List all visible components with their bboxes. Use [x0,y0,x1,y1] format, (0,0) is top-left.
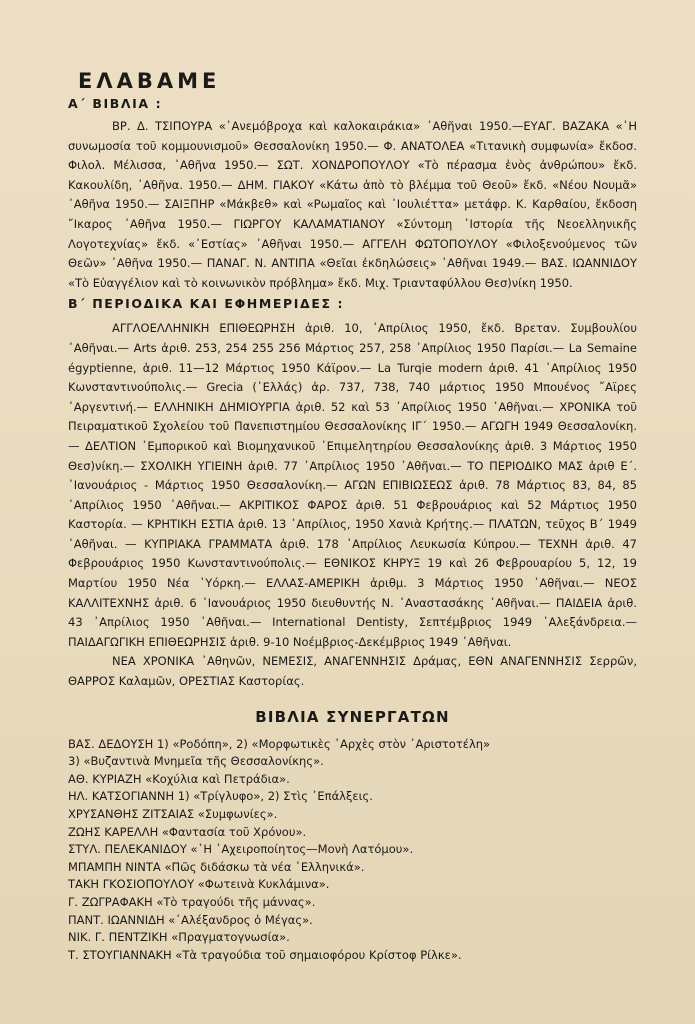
list-item: ΠΑΝΤ. ΙΩΑΝΝΙΔΗ «᾿Αλέξανδρος ὁ Μέγας». [68,912,313,927]
list-item: ΑΘ. ΚΥΡΙΑΖΗ «Κοχύλια καὶ Πετράδια». [68,771,290,786]
list-item: ΗΛ. ΚΑΤΣΟΓΙΑΝΝΗ 1) «Τρίγλυφο», 2) Στὶς ᾿Επάλξεις. [68,789,373,804]
list-item: ΤΑΚΗ ΓΚΟΣΙΟΠΟΥΛΟΥ «Φωτεινὰ Κυκλάμινα». [68,877,330,892]
section-heading-periodicals: Β΄ ΠΕΡΙΟΔΙΚΑ ΚΑΙ ΕΦΗΜΕΡΙΔΕΣ : [68,296,345,312]
periodicals-paragraph-2 [68,652,637,691]
list-item: ΒΑΣ. ΔΕΔΟΥΣΗ 1) «Ροδόπη», 2) «Μορφωτικὲς ᾿Αρχὲς στὸν ᾿Αριστοτέλη» [68,736,491,751]
page-title: ΕΛΑΒΑΜΕ [78,69,221,93]
list-item: ΣΤΥΛ. ΠΕΛΕΚΑΝΙΔΟΥ «῾Η ᾿Αχειροποίητος—Μονὴ Λατόμου». [68,842,414,857]
list-item: 3) «Βυζαντινὰ Μνημεῖα τῆς Θεσσαλονίκης». [68,754,324,769]
periodicals-text-2: ΝΕΑ ΧΡΟΝΙΚΑ ᾿Αθηνῶν, ΝΕΜΕΣΙΣ, ΑΝΑΓΕΝΝΗΣΙΣ Δράμας, ΕΘΝ ΑΝΑΓΕΝΝΗΣΙΣ Σερρῶν, ΘΑΡΡΟΣ Καλαμῶν, ΟΡΕΣΤΙΑΣ Καστορίας. [68,654,637,689]
list-item: Γ. ΖΩΓΡΑΦΑΚΗ «Τὸ τραγούδι τῆς μάννας». [68,894,316,909]
collaborators-list [68,736,637,965]
periodicals-text: ΑΓΓΛΟΕΛΛΗΝΙΚΗ ΕΠΙΘΕΩΡΗΣΗ ἀριθ. 10, ᾿Απρίλιος 1950, ἔκδ. Βρεταν. Συμβουλίου ᾿Αθῆναι.— Arts ἀριθ. 253, 254 255 256 Μάρτιος 257, 258 ᾿Απρίλιος 1950 Παρίσι.— La Semaine égyptienne, ἀριθ. 11—12 Μάρτιος 1950 Κάϊρον.— La Turqie modern ἀριθ. 41 ᾿Απρίλιος 1950 Κωνσταντινούπολις.— Grecia (῾Ελλάς) ἀρ. 737, 738, 740 μάρτιος 1950 Μπουένος ῎Αϊρες ᾿Αργεντινή.— ΕΛΛΗΝΙΚΗ ΔΗΜΙΟΥΡΓΙΑ ἀριθ. 52 καὶ 53 ᾿Απρίλιος 1950 ᾿Αθῆναι.— ΧΡΟΝΙΚΑ τοῦ Πειραματικοῦ Σχολείου τοῦ Πανεπιστημίου Θεσσαλονίκης ΙΓ΄ 1950.— ΑΓΩΓΗ 1949 Θεσσαλονίκη.— ΔΕΛΤΙΟΝ ᾿Εμπορικοῦ καὶ Βιομηχανικοῦ ᾿Επιμελητηρίου Θεσσαλονίκης ἀριθ. 3 Μάρτιος 1950 Θεσ)νίκη.— ΣΧΟΛΙΚΗ ΥΓΙΕΙΝΗ ἀριθ. 77 ᾿Απρίλιος 1950 ᾿Αθῆναι.— ΤΟ ΠΕΡΙΟΔΙΚΟ ΜΑΣ ἀριθ Ε΄. ᾿Ιανουάριος - Μάρτιος 1950 Θεσσαλονίκη.— ΑΓΩΝ ΕΠΙΒΙΩΣΕΩΣ ἀριθ. 78 Μάρτιος 83, 84, 85 ᾿Απρίλιος 1950 ᾿Αθῆναι.— ΑΚΡΙΤΙΚΟΣ ΦΑΡΟΣ ἀριθ. 51 Φεβρουάριος καὶ 52 Μάρτιος 1950 Καστορία. — ΚΡΗΤΙΚΗ ΕΣΤΙΑ ἀριθ. 13 ᾿Απρίλιος, 1950 Χανιὰ Κρήτης.— ΠΛΑΤΩΝ, τεῦχος Β΄ 1949 ᾿Αθῆναι. — ΚΥΠΡΙΑΚΑ ΓΡΑΜΜΑΤΑ ἀριθ. 178 ᾿Απρίλιος Λευκωσία Κύπρου.— ΤΕΧΝΗ ἀριθ. 47 Φεβρουάριος 1950 Κωνσταντινούπολις.— ΕΘΝΙΚΟΣ ΚΗΡΥΞ 19 καὶ 26 Φεβρουαρίου 5, 12, 19 Μαρτίου 1950 Νέα ῾Υόρκη.— ΕΛΛΑΣ-ΑΜΕΡΙΚΗ ἀριθμ. 3 Μάρτιος 1950 ᾿Αθῆναι.— ΝΕΟΣ ΚΑΛΛΙΤΕΧΝΗΣ ἀριθ. 6 ᾿Ιανουάριος 1950 διευθυντής Ν. ᾿Αναστασάκης ᾿Αθῆναι.— ΠΑΙΔΕΙΑ ἀριθ. 43 ᾿Απρίλιος 1950 ᾿Αθῆναι.— International Dentisty, Σεπτέμβριος 1949 ᾿Αλεξάνδρεια.— ΠΑΙΔΑΓΩΓΙΚΗ ΕΠΙΘΕΩΡΗΣΙΣ ἀριθ. 9-10 Νοέμβριος-Δεκέμβριος 1949 ᾿Αθῆναι. [68,321,637,649]
books-text: ΒΡ. Δ. ΤΣΙΠΟΥΡΑ «᾿Ανεμόβροχα καὶ καλοκαιράκια» ᾿Αθῆναι 1950.—ΕΥΑΓ. ΒΑΖΑΚΑ «῾Η συνωμοσία τοῦ κομμουνισμοῦ» Θεσσαλονίκη 1950.— Φ. ΑΝΑΤΟΛΕΑ «Τιτανικὴ συμφωνία» ἔκδοσ. Φιλολ. Μέλισσα, ᾿Αθῆνα 1950.— ΣΩΤ. ΧΟΝΔΡΟΠΟΥΛΟΥ «Τὸ πέρασμα ἑνὸς ἀνθρώπου» ἔκδ. Κακουλίδη, ᾿Αθῆνα. 1950.— ΔΗΜ. ΓΙΑΚΟΥ «Κάτω ἀπὸ τὸ βλέμμα τοῦ Θεοῦ» ἔκδ. «Νέου Νουμᾶ» ᾿Αθῆνα 1950.— ΣΑΙΞΠΗΡ «Μάκβεθ» καὶ «Ρωμαῖος καὶ ᾿Ιουλιέττα» μετάφρ. Κ. Καρθαίου, ἔκδοση ῎Ικαρος ᾿Αθῆνα 1950.— ΓΙΩΡΓΟΥ ΚΑΛΑΜΑΤΙΑΝΟΥ «Σύντομη ῾Ιστορία τῆς Νεοελληνικῆς Λογοτεχνίας» ἔκδ. «᾿Εστίας» ᾿Αθῆναι 1950.— ΑΓΓΕΛΗ ΦΩΤΟΠΟΥΛΟΥ «Φιλοξενούμενος τῶν Θεῶν» ᾿Αθῆνα 1950.— ΠΑΝΑΓ. Ν. ΑΝΤΙΠΑ «Θεῖαι ἐκδηλώσεις» ᾿Αθῆναι 1949.— ΒΑΣ. ΙΩΑΝΝΙΔΟΥ «Τὸ Εὐαγγέλιον καὶ τὸ κοινωνικὸν πρόβλημα» ἔκδ. Μιχ. Τριανταφύλλου Θεσ)νίκη 1950. [68,119,637,290]
list-item: Τ. ΣΤΟΥΓΙΑΝΝΑΚΗ «Τὰ τραγούδια τοῦ σημαιοφόρου Κρίστοφ Ρίλκε». [68,947,462,962]
list-item: ΝΙΚ. Γ. ΠΕΝΤΖΙΚΗ «Πραγματογνωσία». [68,930,290,945]
list-item: ΧΡΥΣΑΝΘΗΣ ΖΙΤΣΑΙΑΣ «Συμφωνίες». [68,807,278,821]
periodicals-paragraph [68,319,637,652]
books-paragraph [68,117,637,293]
section-heading-books: Α΄ ΒΙΒΛΙΑ : [68,96,163,111]
list-item: ΜΠΑΜΠΗ ΝΙΝΤΑ «Πῶς διδάσκω τὰ νέα ῾Ελληνικά». [68,859,365,874]
list-item: ΖΩΗΣ ΚΑΡΕΛΛΗ «Φαντασία τοῦ Χρόνου». [68,824,307,839]
collaborators-heading: ΒΙΒΛΙΑ ΣΥΝΕΡΓΑΤΩΝ [255,707,450,726]
